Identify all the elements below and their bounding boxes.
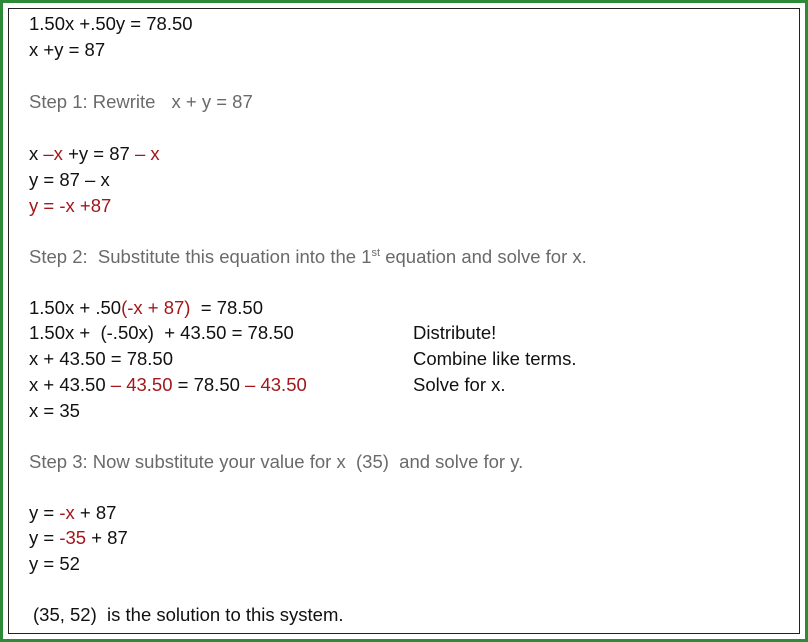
highlight-term: – 43.50 [110,374,173,395]
highlight-term: – 43.50 [245,374,307,395]
conclusion: (35, 52) is the solution to this system. [33,604,344,625]
highlight-term: -35 [59,527,87,548]
highlight-term: (-x + 87) [121,297,191,318]
text: y = [29,502,60,523]
text: = 78.50 [172,374,246,395]
step-1-line-2: y = 87 – x [29,169,110,190]
equation-2: x +y = 87 [29,39,106,60]
step-2-line-3: x + 43.50 = 78.50 [29,348,174,369]
text: x + 43.50 [29,374,111,395]
step-1-label: Step 1: Rewrite [29,91,156,112]
text: y = [29,527,60,548]
step-2-result: x = 35 [29,400,80,421]
step-3-result: y = 52 [29,553,80,574]
equation-1: 1.50x +.50y = 78.50 [29,13,193,34]
step-1-result: y = -x +87 [29,195,112,216]
note-distribute: Distribute! [413,322,497,343]
step-1-equation: x + y = 87 [171,91,253,112]
step-2-line-4 [29,374,307,396]
step-3-line-1 [29,502,116,524]
note-solve: Solve for x. [413,374,506,395]
step-1-heading [29,91,253,113]
highlight-term: – x [134,143,160,164]
step-1-line-1 [29,143,160,165]
text: + 87 [86,527,128,548]
text: 1.50x + .50 [29,297,122,318]
highlight-term: -x [59,502,75,523]
text: = 78.50 [190,297,263,318]
step-2-line-2: 1.50x + (-.50x) + 43.50 = 78.50 [29,322,294,343]
text: + 87 [74,502,117,523]
superscript: st [371,247,381,259]
step-3-line-2 [29,527,128,549]
step-2-heading [29,246,587,268]
text: +y = 87 [62,143,135,164]
text: equation and solve for x. [380,246,587,267]
highlight-term: –x [43,143,63,164]
note-combine: Combine like terms. [413,348,577,369]
step-2-line-1 [29,297,263,319]
text: Step 2: Substitute this equation into the 1 [29,246,372,267]
text: x [29,143,44,164]
step-3-heading: Step 3: Now substitute your value for x (35) and solve for y. [29,451,524,472]
